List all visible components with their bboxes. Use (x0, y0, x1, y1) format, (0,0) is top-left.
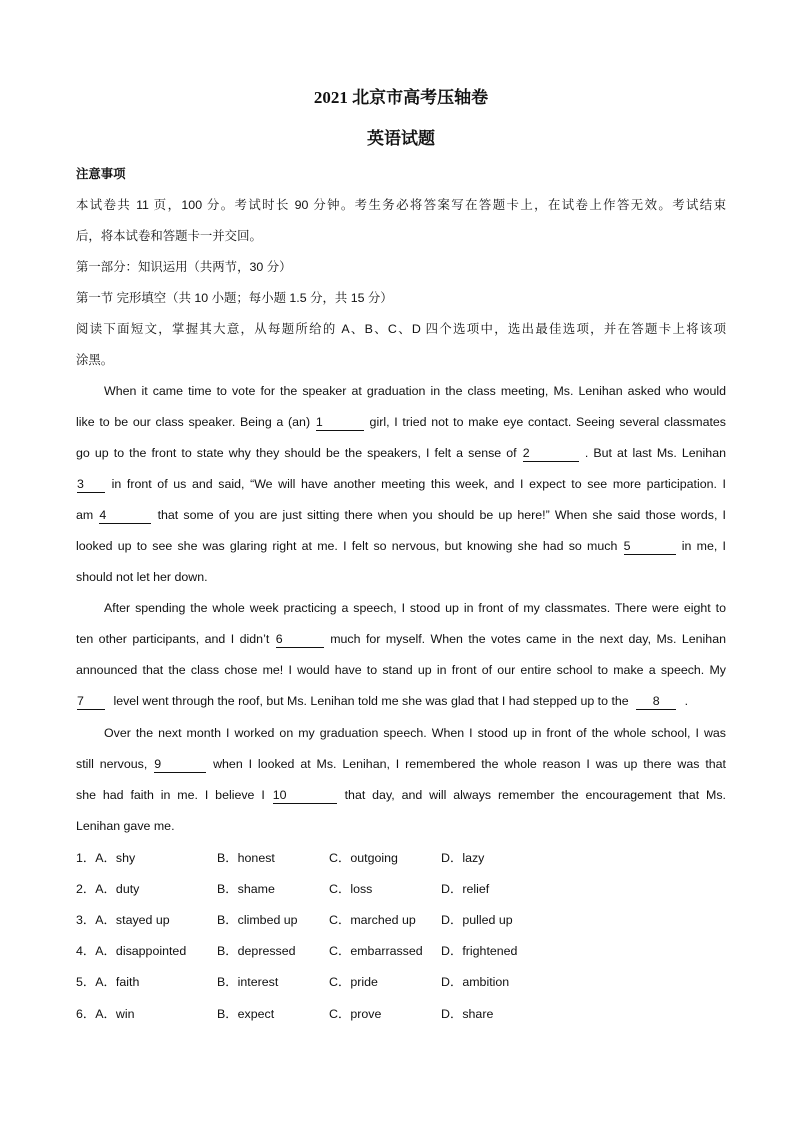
exam-title: 2021 北京市高考压轴卷 (313, 88, 489, 107)
option-b: B．depressed (217, 944, 296, 958)
instruction-line: 阅读下面短文，掌握其大意，从每题所给的 A、B、C、D 四个选项中，选出最佳选项，并在答题卡上将该项 (76, 322, 726, 336)
passage-line (76, 475, 726, 493)
option-a: 6．A．win (76, 1007, 135, 1021)
question-row (76, 880, 726, 898)
passage-text: girl, I tried not to make eye contact. Seeing several classmates (369, 415, 726, 429)
option-b: B．interest (217, 975, 279, 989)
passage-line: When it came time to vote for the speaker at graduation in the class meeting, Ms. Lenihan asked who would (104, 384, 726, 398)
option-a: 2．A．duty (76, 882, 140, 896)
question-row (76, 973, 726, 991)
blank-1: 1 (316, 415, 364, 431)
option-d: D．frightened (441, 944, 518, 958)
exam-subtitle: 英语试题 (367, 129, 435, 148)
option-a: 3．A．stayed up (76, 913, 170, 927)
passage-text: . But at last Ms. Lenihan (584, 446, 726, 460)
passage-text: level went through the roof, but Ms. Lenihan told me she was glad that I had stepped up to the (113, 694, 629, 708)
passage-line (76, 630, 726, 648)
option-d: D．share (441, 1007, 494, 1021)
blank-6: 6 (276, 632, 324, 648)
passage-text: much for myself. When the votes came in the next day, Ms. Lenihan (330, 632, 726, 646)
blank-8: 8 (636, 694, 676, 710)
blank-4: 4 (99, 508, 151, 524)
passage-text: in me, I (681, 539, 726, 553)
passage-line (76, 444, 726, 462)
passage-text: am (76, 508, 94, 522)
question-row (76, 911, 726, 929)
notice-heading: 注意事项 (76, 167, 126, 181)
passage-line: Lenihan gave me. (76, 819, 175, 833)
option-c: C．embarrassed (329, 944, 423, 958)
option-c: C．pride (329, 975, 378, 989)
blank-7: 7 (77, 694, 105, 710)
part-heading: 第一部分：知识运用（共两节，30 分） (76, 260, 292, 274)
blank-9: 9 (154, 757, 206, 773)
blank-10: 10 (273, 788, 337, 804)
passage-line (76, 413, 726, 431)
question-row (76, 849, 726, 867)
passage-line (76, 506, 726, 524)
question-row (76, 942, 726, 960)
option-d: D．ambition (441, 975, 510, 989)
option-b: B．expect (217, 1007, 275, 1021)
option-c: C．prove (329, 1007, 382, 1021)
blank-2: 2 (523, 446, 579, 462)
passage-line (76, 755, 726, 773)
passage-line: should not let her down. (76, 570, 208, 584)
passage-line (76, 537, 726, 555)
option-a: 1．A．shy (76, 851, 136, 865)
passage-text: that some of you are just sitting there when you should be up here!” When she said those words, I (157, 508, 727, 522)
option-c: C．marched up (329, 913, 416, 927)
passage-text: when I looked at Ms. Lenihan, I remembered the whole reason I was up there was that (213, 757, 726, 771)
notice-line: 本试卷共 11 页，100 分。考试时长 90 分钟。考生务必将答案写在答题卡上，在试卷上作答无效。考试结束 (76, 198, 726, 212)
option-b: B．climbed up (217, 913, 298, 927)
passage-text: go up to the front to state why they should be the speakers, I felt a sense of (76, 446, 517, 460)
option-c: C．outgoing (329, 851, 398, 865)
notice-line: 后，将本试卷和答题卡一并交回。 (76, 229, 262, 243)
passage-line: Over the next month I worked on my graduation speech. When I stood up in front of the whole school, I was (104, 726, 726, 740)
passage-text: . (684, 694, 689, 708)
option-a: 4．A．disappointed (76, 944, 187, 958)
passage-text: looked up to see she was glaring right at me. I felt so nervous, but knowing she had so much (76, 539, 618, 553)
passage-line (76, 692, 726, 710)
section-heading: 第一节 完形填空（共 10 小题；每小题 1.5 分，共 15 分） (76, 291, 393, 305)
option-c: C．loss (329, 882, 373, 896)
passage-line: After spending the whole week practicing a speech, I stood up in front of my classmates. There were eight to (104, 601, 726, 615)
passage-text: she had faith in me. I believe I (76, 788, 265, 802)
option-a: 5．A．faith (76, 975, 140, 989)
passage-text: like to be our class speaker. Being a (an) (76, 415, 311, 429)
blank-3: 3 (77, 477, 105, 493)
instruction-line: 涂黑。 (76, 353, 114, 367)
passage-text: ten other participants, and I didn’t (76, 632, 270, 646)
option-d: D．pulled up (441, 913, 513, 927)
blank-5: 5 (624, 539, 676, 555)
passage-text: in front of us and said, “We will have another meeting this week, and I expect to see more participation. I (111, 477, 726, 491)
passage-text: still nervous, (76, 757, 148, 771)
question-row (76, 1005, 726, 1023)
passage-text: that day, and will always remember the encouragement that Ms. (344, 788, 726, 802)
option-d: D．lazy (441, 851, 485, 865)
option-d: D．relief (441, 882, 490, 896)
passage-line: announced that the class chose me! I would have to stand up in front of our entire school to make a speech. My (76, 663, 726, 677)
option-b: B．shame (217, 882, 275, 896)
passage-line (76, 786, 726, 804)
option-b: B．honest (217, 851, 275, 865)
